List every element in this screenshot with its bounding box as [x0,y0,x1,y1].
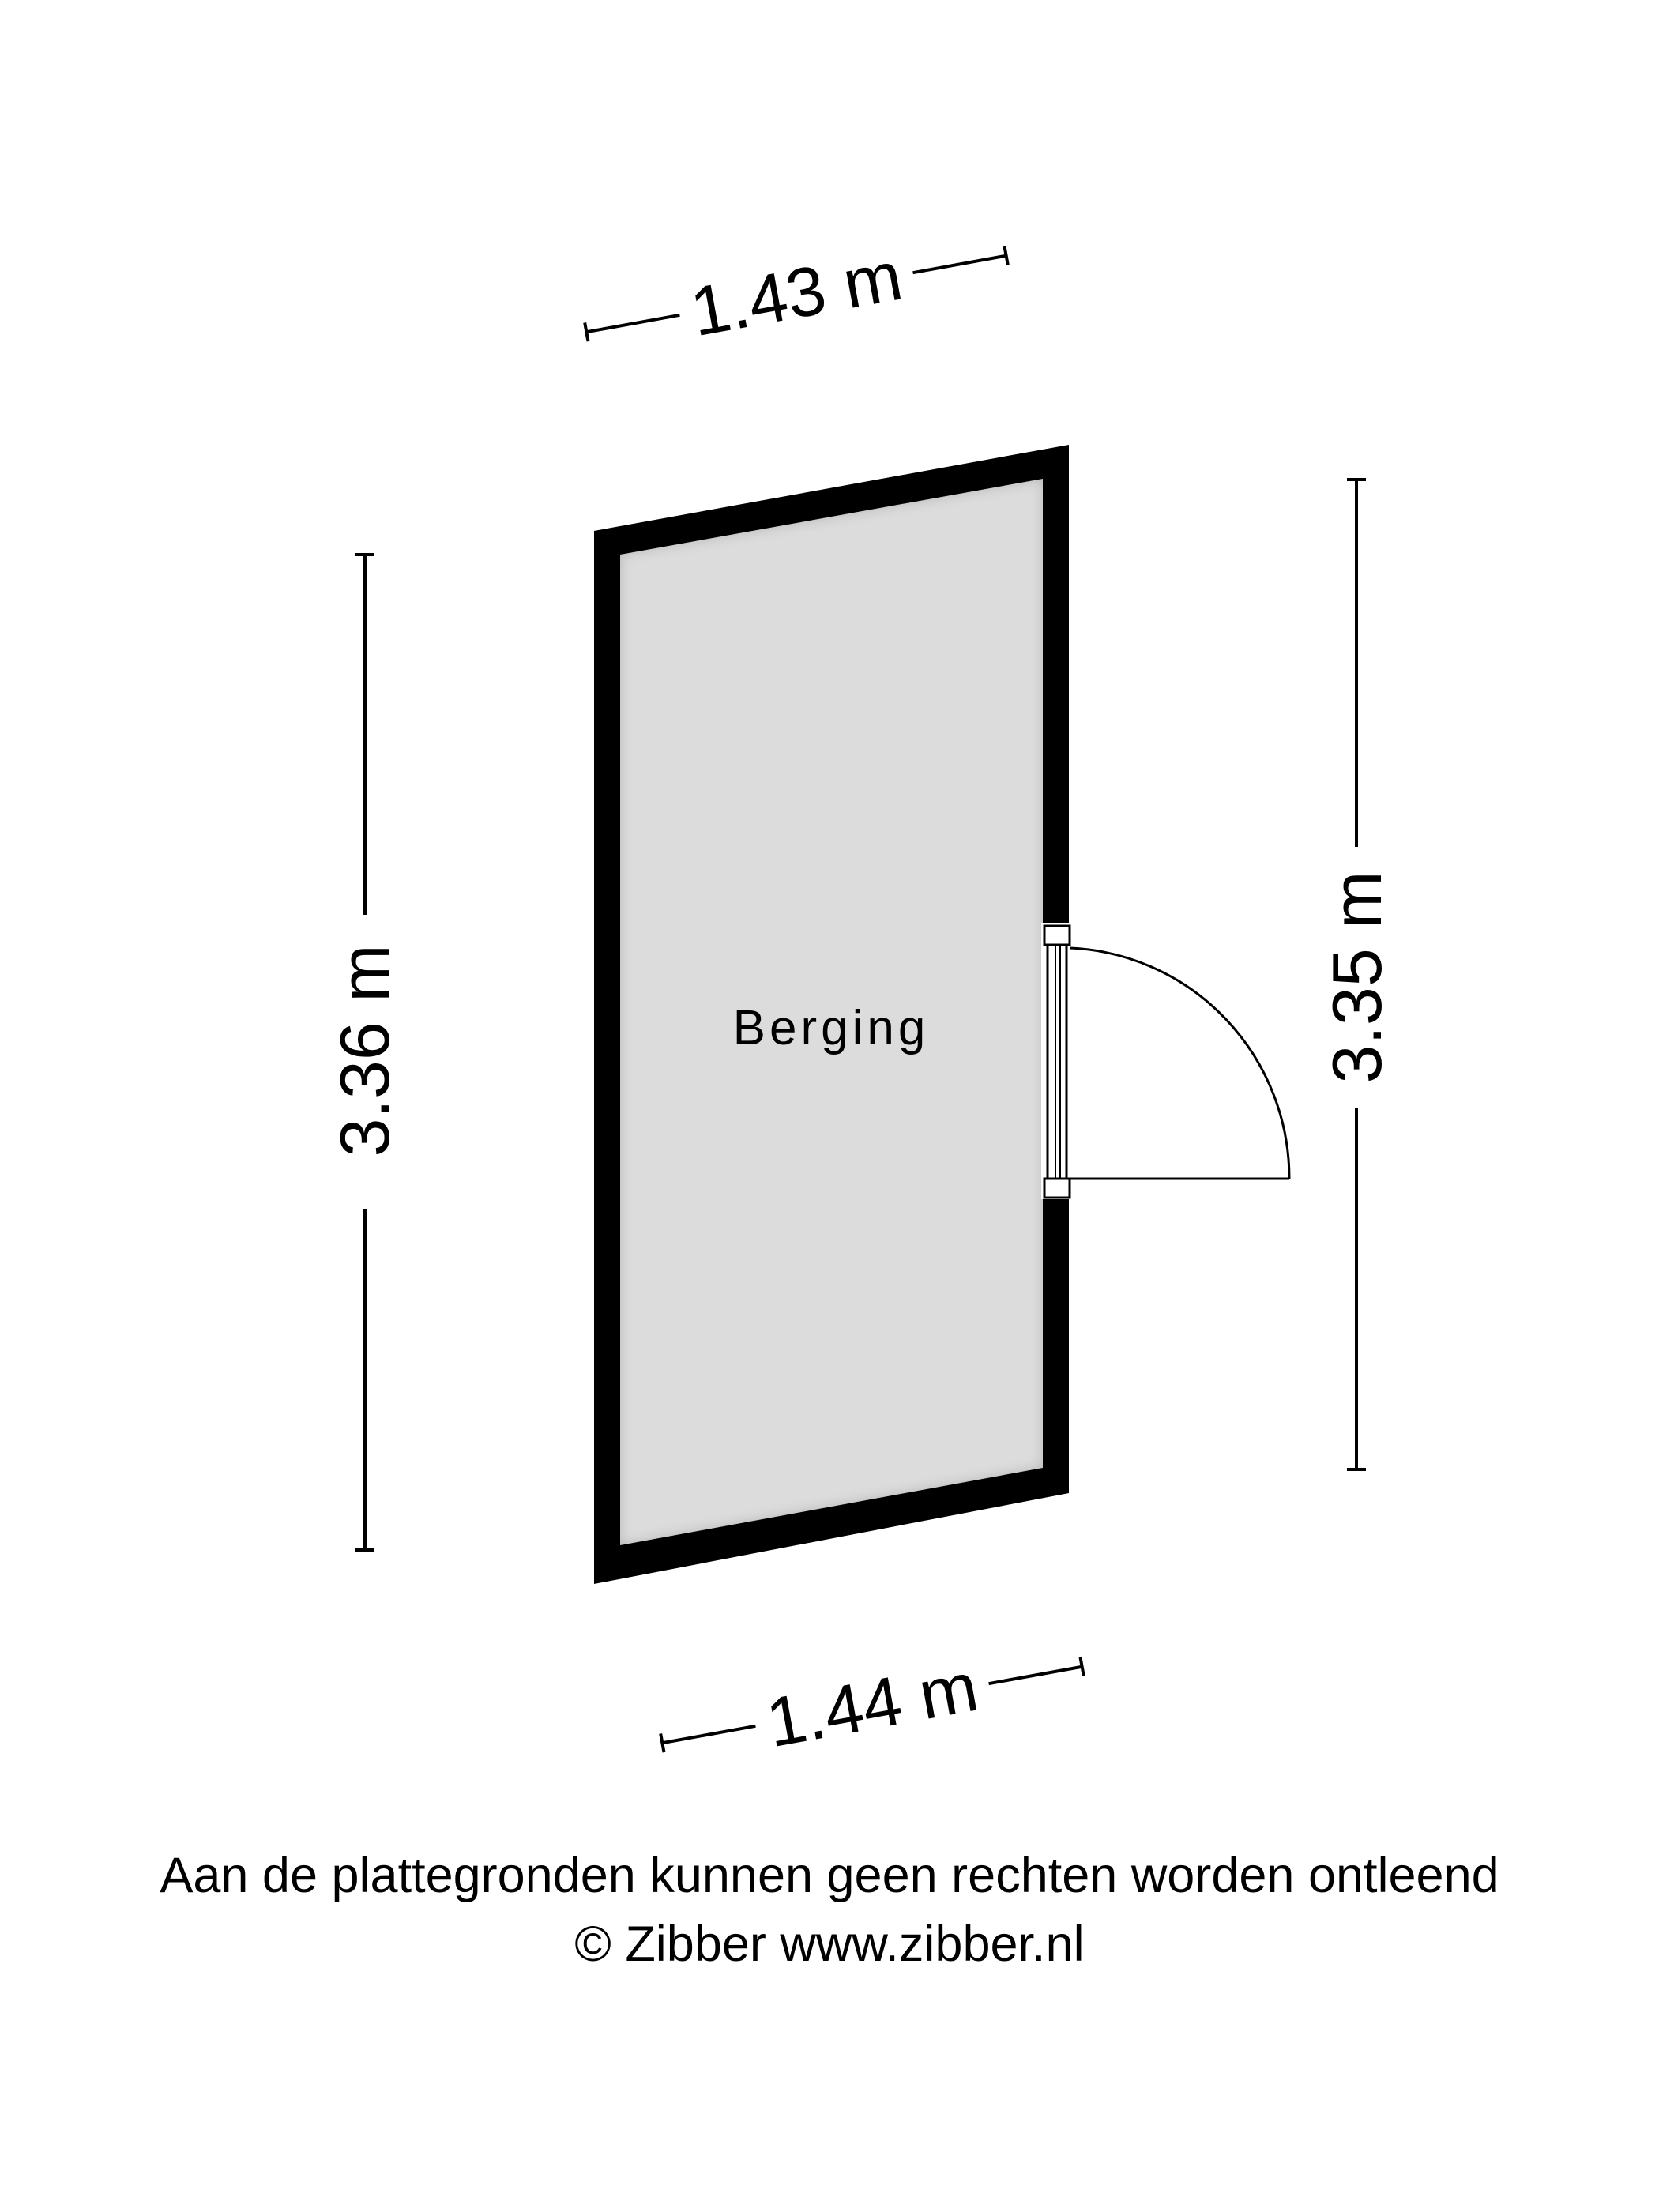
dimension-bottom [655,1628,1089,1781]
disclaimer-text: Aan de plattegronden kunnen geen rechten worden ontleend [160,1848,1499,1903]
dimension-left [325,555,404,1550]
copyright-text: © Zibber www.zibber.nl [574,1917,1085,1972]
dimension-right [1318,480,1396,1469]
dimension-left-label: 3.36 m [325,944,404,1157]
dimension-top-label: 1.43 m [684,235,908,352]
door [1041,923,1289,1199]
room-label: Berging [732,1001,930,1055]
dimension-top [579,217,1013,371]
dimension-right-label: 3.35 m [1318,871,1396,1084]
door-swing-arc [1070,948,1289,1179]
dimension-bottom-label: 1.44 m [760,1646,984,1762]
